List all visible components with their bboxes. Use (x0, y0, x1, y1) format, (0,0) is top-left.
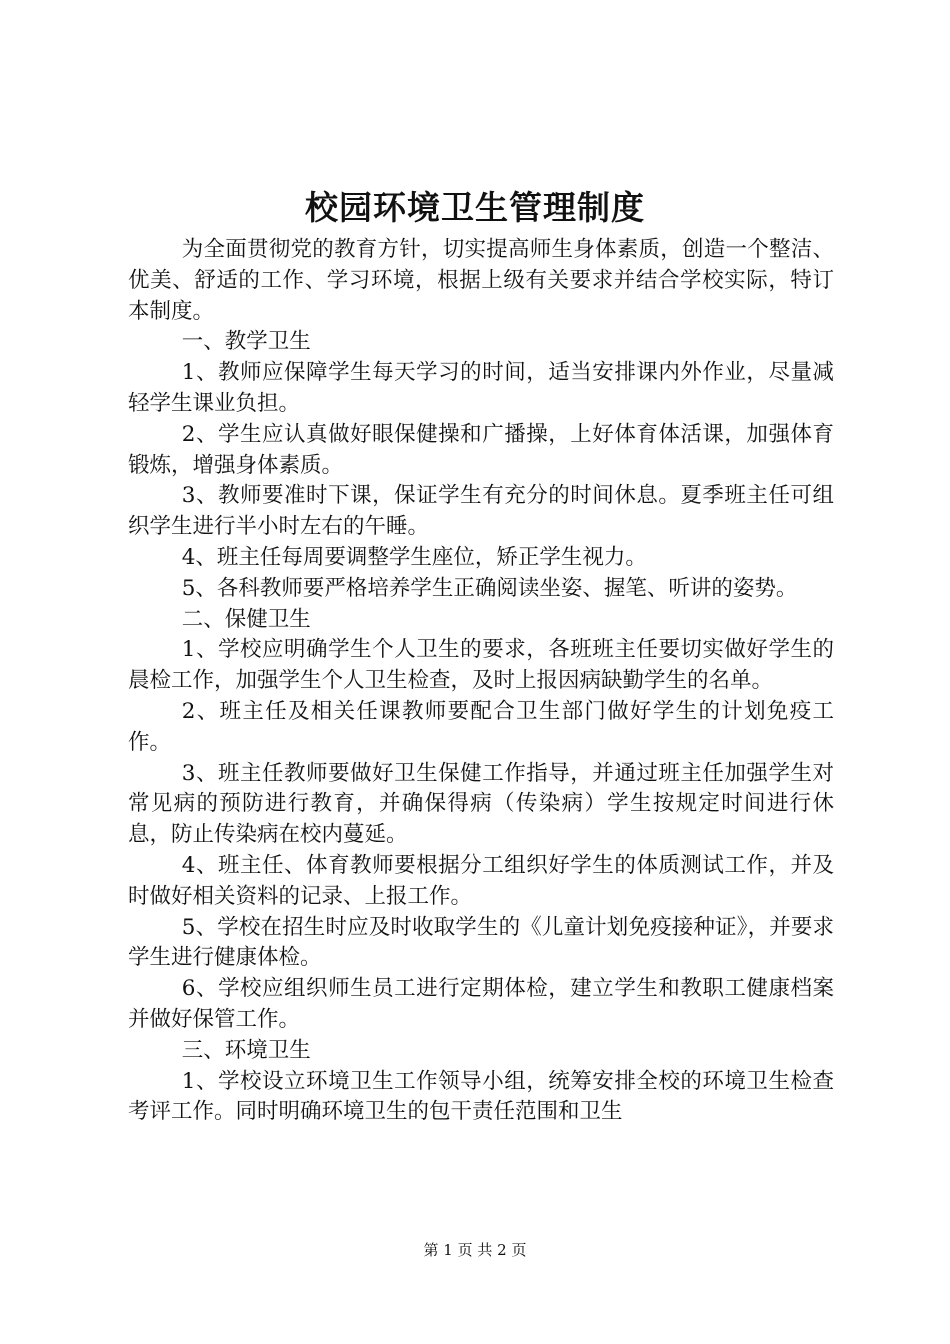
section-heading-health: 二、保健卫生 (181, 606, 311, 632)
paragraph: 1、学校设立环境卫生工作领导小组，统筹安排全校的环境卫生检查考评工作。同时明确环境卫生的包干责任范围和卫生 (128, 1068, 834, 1125)
paragraph: 2、班主任及相关任课教师要配合卫生部门做好学生的计划免疫工作。 (128, 698, 834, 755)
document-title: 校园环境卫生管理制度 (305, 188, 645, 227)
paragraph: 3、教师要准时下课，保证学生有充分的时间休息。夏季班主任可组织学生进行半小时左右的午睡。 (128, 483, 834, 540)
paragraph: 3、班主任教师要做好卫生保健工作指导，并通过班主任加强学生对常见病的预防进行教育，并确保得病（传染病）学生按规定时间进行休息，防止传染病在校内蔓延。 (128, 760, 834, 848)
document-body (128, 235, 834, 1128)
paragraph: 1、教师应保障学生每天学习的时间，适当安排课内外作业，尽量减轻学生课业负担。 (128, 360, 834, 416)
paragraph: 6、学校应组织师生员工进行定期体检，建立学生和教职工健康档案并做好保管工作。 (128, 976, 834, 1032)
paragraph: 1、学校应明确学生个人卫生的要求，各班班主任要切实做好学生的晨检工作，加强学生个人卫生检查，及时上报因病缺勤学生的名单。 (128, 637, 834, 694)
paragraph: 2、学生应认真做好眼保健操和广播操，上好体育体活课，加强体育锻炼，增强身体素质。 (128, 421, 834, 478)
paragraph: 4、班主任、体育教师要根据分工组织好学生的体质测试工作，并及时做好相关资料的记录、上报工作。 (128, 852, 834, 909)
page-footer: 第 1 页 共 2 页 (423, 1241, 527, 1259)
section-heading-environment: 三、环境卫生 (181, 1037, 311, 1063)
paragraph: 4、班主任每周要调整学生座位，矫正学生视力。 (181, 544, 647, 570)
intro-paragraph: 为全面贯彻党的教育方针，切实提高师生身体素质，创造一个整洁、优美、舒适的工作、学习环境，根据上级有关要求并结合学校实际，特订本制度。 (128, 237, 834, 324)
section-heading-teaching: 一、教学卫生 (181, 329, 311, 355)
paragraph: 5、各科教师要严格培养学生正确阅读坐姿、握笔、听讲的姿势。 (181, 575, 798, 601)
paragraph: 5、学校在招生时应及时收取学生的《儿童计划免疫接种证》，并要求学生进行健康体检。 (128, 914, 834, 971)
